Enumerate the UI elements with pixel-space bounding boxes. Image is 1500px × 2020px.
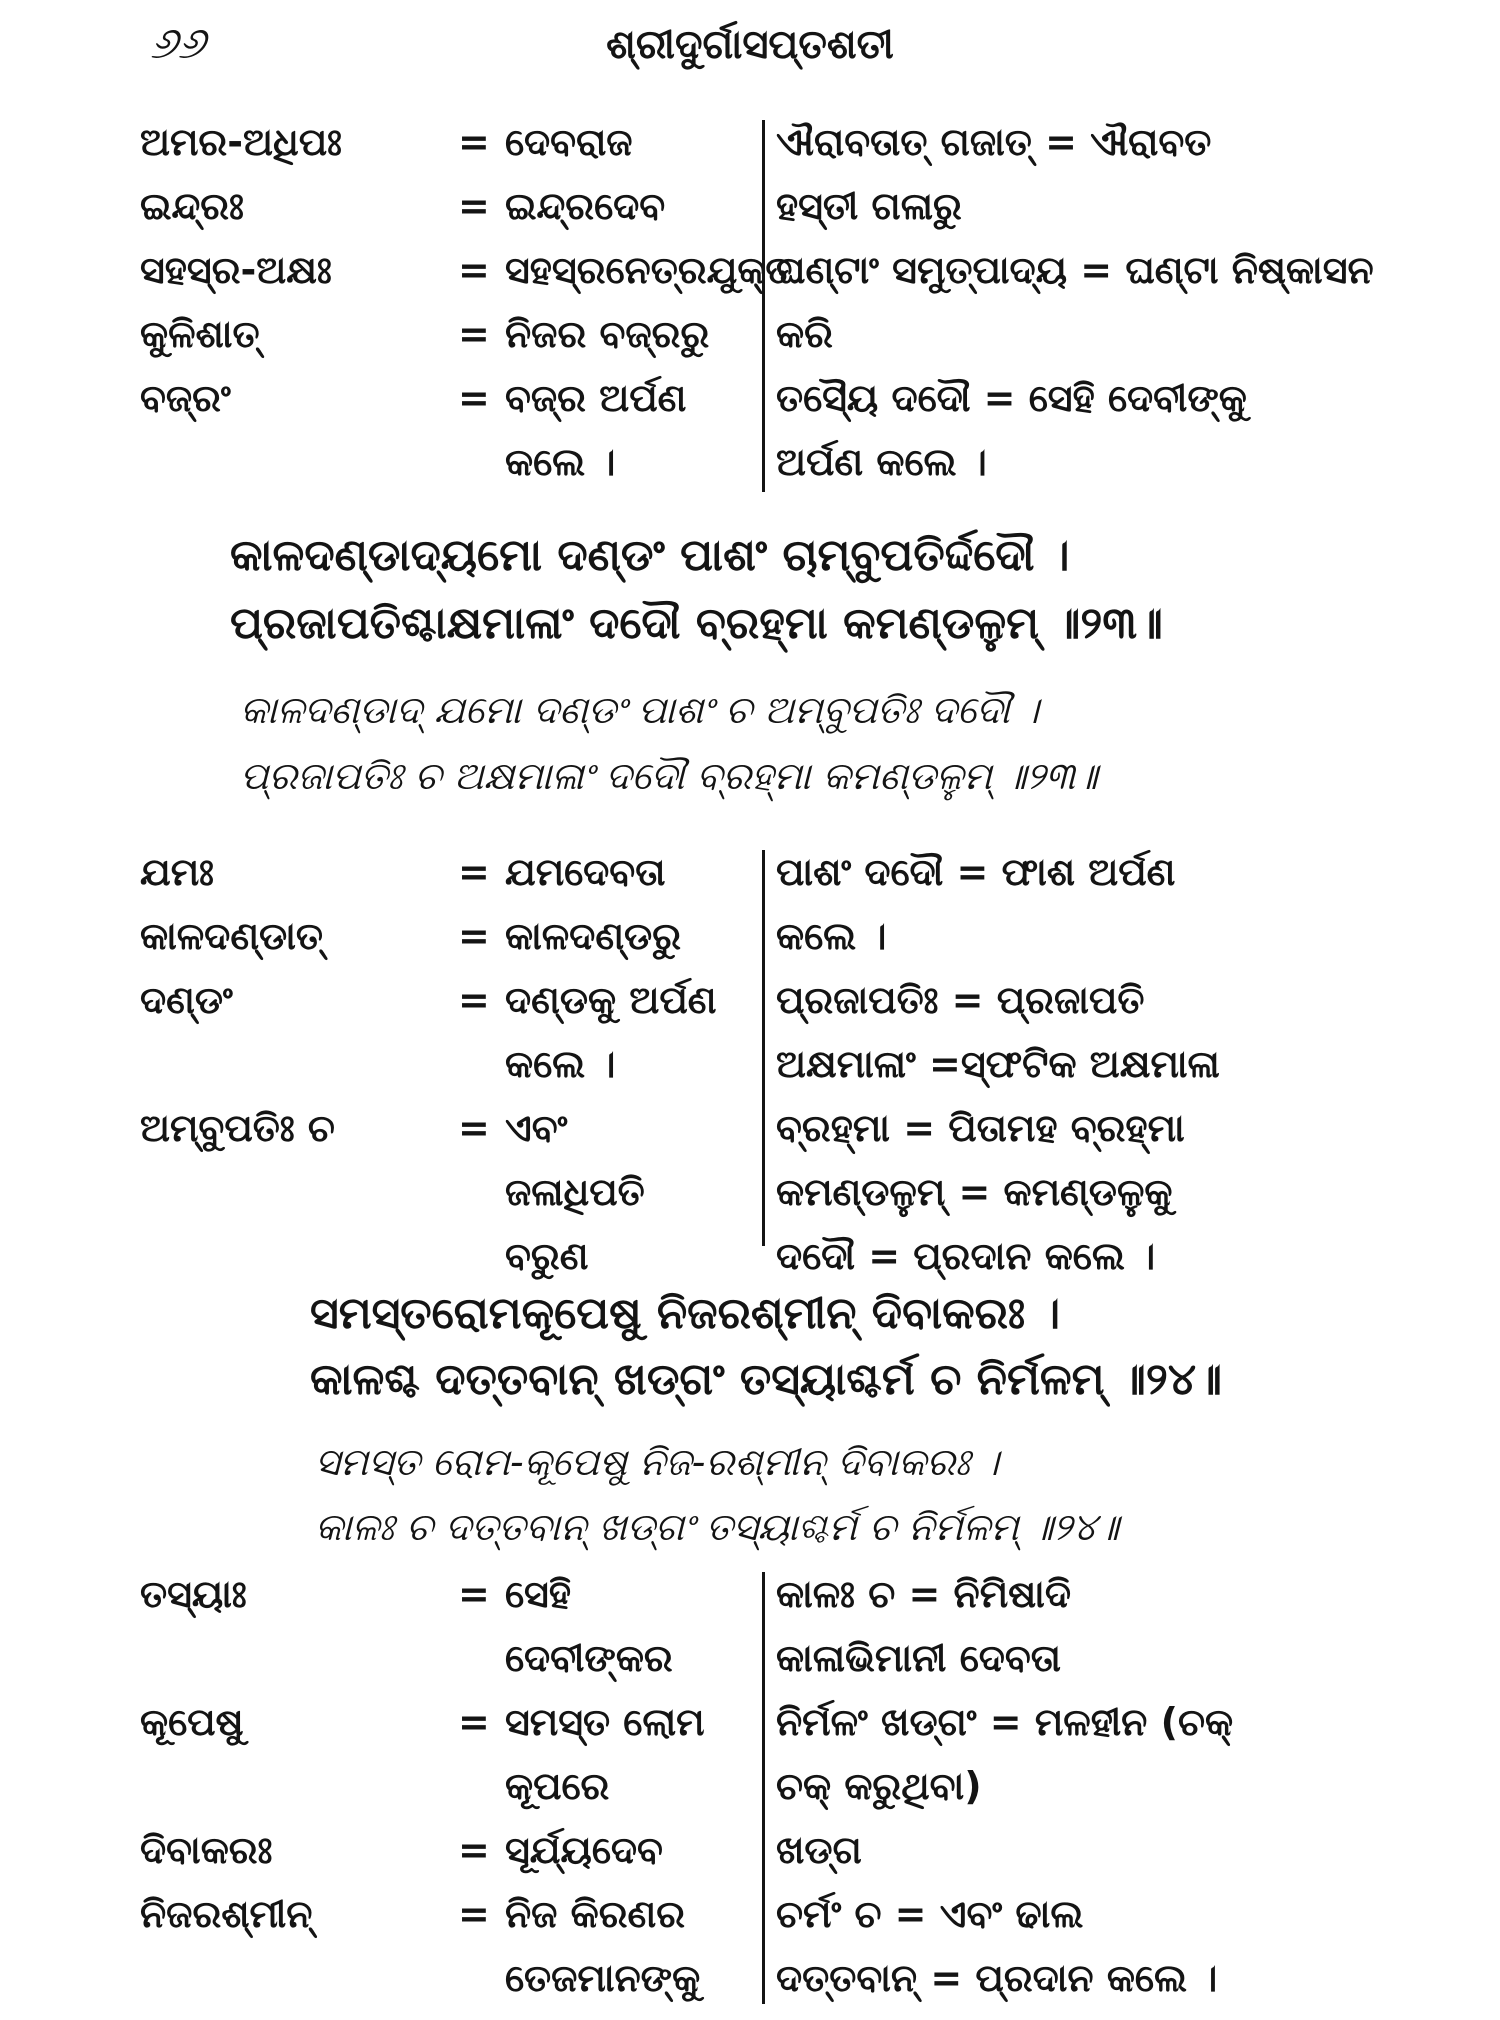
glossary-row — [140, 1956, 1400, 2020]
glossary-right-entry: ଚକ୍ କରୁଥିବା) — [776, 1764, 982, 1808]
glossary-equals: = — [458, 1572, 490, 1616]
glossary-term: ଯମଃ — [140, 850, 214, 894]
glossary-right-entry: କାଳାଭିମାନୀ ଦେବତା — [776, 1636, 1062, 1680]
glossary-equals: = — [458, 248, 490, 292]
glossary-equals: = — [458, 376, 490, 420]
glossary-right-entry: ପାଶଂ ଦଦୌ = ଫାଶ ଅର୍ପଣ — [776, 850, 1176, 894]
glossary-section-3 — [140, 1572, 1400, 2020]
glossary-row — [140, 120, 1400, 184]
glossary-equals: = — [458, 120, 490, 164]
page-number: ୬୬ — [150, 18, 206, 69]
glossary-meaning: କଲେ । — [505, 1042, 616, 1086]
glossary-right-entry: କରି — [776, 312, 833, 356]
glossary-term: କୂପେଷୁ — [140, 1700, 244, 1744]
glossary-row — [140, 312, 1400, 376]
verse-24-line-1: ସମସ୍ତରୋମକୂପେଷୁ ନିଜରଶ୍ମୀନ୍ ଦିବାକରଃ । — [310, 1288, 1061, 1339]
glossary-meaning: ନିଜ କିରଣର — [505, 1892, 686, 1936]
glossary-row — [140, 440, 1400, 504]
glossary-term: ସହସ୍ର-ଅକ୍ଷଃ — [140, 248, 332, 292]
glossary-row — [140, 376, 1400, 440]
glossary-row — [140, 248, 1400, 312]
glossary-meaning: ଜଳାଧିପତି — [505, 1170, 645, 1214]
glossary-equals: = — [458, 1700, 490, 1744]
glossary-meaning: ସହସ୍ରନେତ୍ରଯୁକ୍ତ — [505, 248, 793, 292]
glossary-right-entry: କଲେ । — [776, 914, 887, 958]
glossary-right-entry: ଘଣ୍ଟାଂ ସମୁତ୍ପାଦ୍ୟ = ଘଣ୍ଟା ନିଷ୍କାସନ — [776, 248, 1374, 292]
glossary-equals: = — [458, 1828, 490, 1872]
glossary-right-entry: ଚର୍ମଂ ଚ = ଏବଂ ଢାଲ — [776, 1892, 1084, 1936]
glossary-term: ଦଣ୍ଡଂ — [140, 978, 233, 1022]
glossary-right-entry: ବ୍ରହ୍ମା = ପିତାମହ ବ୍ରହ୍ମା — [776, 1106, 1185, 1150]
glossary-term: ତସ୍ୟାଃ — [140, 1572, 247, 1616]
glossary-meaning: ସେହି — [505, 1572, 571, 1616]
glossary-term: ଅମ୍ବୁପତିଃ ଚ — [140, 1106, 335, 1150]
glossary-right-entry: କାଳଃ ଚ = ନିମିଷାଦି — [776, 1572, 1071, 1616]
page-title: ଶ୍ରୀଦୁର୍ଗାସପ୍ତଶତୀ — [606, 22, 894, 68]
glossary-term: ବଜ୍ରଂ — [140, 376, 231, 420]
verse-24-line-2: କାଳଶ୍ଚ ଦତ୍ତବାନ୍ ଖଡ୍ଗଂ ତସ୍ୟାଶ୍ଚର୍ମ ଚ ନିର୍ମଳମ୍ ॥୨୪॥ — [310, 1354, 1223, 1405]
glossary-equals: = — [458, 1892, 490, 1936]
glossary-equals: = — [458, 914, 490, 958]
glossary-right-entry: ଦଦୌ = ପ୍ରଦାନ କଲେ । — [776, 1234, 1156, 1278]
glossary-meaning: ତେଜମାନଙ୍କୁ — [505, 1956, 701, 2000]
glossary-meaning: ଯମଦେବତା — [505, 850, 666, 894]
glossary-right-entry: କମଣ୍ଡଳୁମ୍ = କମଣ୍ଡଳୁକୁ — [776, 1170, 1173, 1214]
glossary-meaning: ଇନ୍ଦ୍ରଦେବ — [505, 184, 666, 228]
glossary-equals: = — [458, 184, 490, 228]
glossary-meaning: ଏବଂ — [505, 1106, 568, 1150]
glossary-right-entry: ତସ୍ୟୈ ଦଦୌ = ସେହି ଦେବୀଙ୍କୁ — [776, 376, 1247, 420]
glossary-term: ଅମର-ଅଧିପଃ — [140, 120, 342, 164]
glossary-meaning: ଦେବୀଙ୍କର — [505, 1636, 673, 1680]
glossary-row — [140, 1106, 1400, 1170]
glossary-right-entry: ପ୍ରଜାପତିଃ = ପ୍ରଜାପତି — [776, 978, 1145, 1022]
verse-23-line-2: ପ୍ରଜାପତିଶ୍ଚାକ୍ଷମାଳାଂ ଦଦୌ ବ୍ରହ୍ମା କମଣ୍ଡଳୁମ୍ ॥୨୩॥ — [230, 598, 1163, 649]
glossary-row — [140, 1170, 1400, 1234]
glossary-right-entry: ହସ୍ତୀ ଗଳାରୁ — [776, 184, 962, 228]
glossary-row — [140, 850, 1400, 914]
glossary-right-entry: ନିର୍ମଳଂ ଖଡ୍ଗଂ = ମଳହୀନ (ଚକ୍ — [776, 1700, 1234, 1744]
glossary-meaning: କଲେ । — [505, 440, 616, 484]
glossary-row — [140, 1572, 1400, 1636]
glossary-right-entry: ଅର୍ପଣ କଲେ । — [776, 440, 987, 484]
glossary-row — [140, 1828, 1400, 1892]
transliteration-23-line-2: ପ୍ରଜାପତିଃ ଚ ଅକ୍ଷମାଳାଂ ଦଦୌ ବ୍ରହ୍ମା କମଣ୍ଡଳୁମ୍ ॥୨୩॥ — [240, 754, 1098, 798]
verse-23-line-1: କାଳଦଣ୍ଡାଦ୍ୟମୋ ଦଣ୍ଡଂ ପାଶଂ ଚାମ୍ବୁପତିର୍ଦ୍ଦଦୌ । — [230, 530, 1070, 581]
glossary-term: ଇନ୍ଦ୍ରଃ — [140, 184, 244, 228]
glossary-meaning: କାଳଦଣ୍ଡରୁ — [505, 914, 682, 958]
glossary-section-1 — [140, 120, 1400, 504]
glossary-right-entry: ଦତ୍ତବାନ୍ = ପ୍ରଦାନ କଲେ । — [776, 1956, 1218, 2000]
glossary-row — [140, 914, 1400, 978]
glossary-equals: = — [458, 1106, 490, 1150]
glossary-row — [140, 1700, 1400, 1764]
glossary-row — [140, 1892, 1400, 1956]
glossary-right-entry: ଅକ୍ଷମାଳାଂ =ସ୍ଫଟିକ ଅକ୍ଷମାଳା — [776, 1042, 1220, 1086]
glossary-right-entry: ଖଡ୍ଗ — [776, 1828, 862, 1872]
glossary-meaning: ବରୁଣ — [505, 1234, 589, 1278]
glossary-row — [140, 1042, 1400, 1106]
glossary-term: କୁଳିଶାତ୍ — [140, 312, 260, 356]
glossary-equals: = — [458, 850, 490, 894]
glossary-row — [140, 1636, 1400, 1700]
glossary-section-2 — [140, 850, 1400, 1298]
glossary-row — [140, 1764, 1400, 1828]
glossary-row — [140, 978, 1400, 1042]
glossary-right-entry: ଐରାବତାତ୍ ଗଜାତ୍ = ଐରାବତ — [776, 120, 1212, 164]
glossary-meaning: ସୂର୍ଯ୍ୟଦେବ — [505, 1828, 663, 1872]
glossary-term: ନିଜରଶ୍ମୀନ୍ — [140, 1892, 313, 1936]
glossary-meaning: ନିଜର ବଜ୍ରରୁ — [505, 312, 710, 356]
glossary-row — [140, 184, 1400, 248]
glossary-equals: = — [458, 312, 490, 356]
glossary-meaning: ଦେବରାଜ — [505, 120, 633, 164]
transliteration-24-line-2: କାଳଃ ଚ ଦତ୍ତବାନ୍ ଖଡ୍ଗଂ ତସ୍ୟାଶ୍ଚର୍ମ ଚ ନିର୍ମଳମ୍ ॥୨୪॥ — [315, 1505, 1119, 1549]
transliteration-23-line-1: କାଳଦଣ୍ଡାଦ୍ ଯମୋ ଦଣ୍ଡଂ ପାଶଂ ଚ ଅମ୍ବୁପତିଃ ଦଦୌ । — [240, 688, 1040, 732]
glossary-meaning: କୂପରେ — [505, 1764, 610, 1808]
glossary-meaning: ବଜ୍ର ଅର୍ପଣ — [505, 376, 687, 420]
glossary-term: ଦିବାକରଃ — [140, 1828, 273, 1872]
glossary-equals: = — [458, 978, 490, 1022]
transliteration-24-line-1: ସମସ୍ତ ରୋମ-କୂପେଷୁ ନିଜ-ରଶ୍ମୀନ୍ ଦିବାକରଃ । — [315, 1440, 999, 1484]
glossary-meaning: ସମସ୍ତ ଲୋମ — [505, 1700, 705, 1744]
glossary-term: କାଳଦଣ୍ଡାତ୍ — [140, 914, 323, 958]
glossary-meaning: ଦଣ୍ଡକୁ ଅର୍ପଣ — [505, 978, 717, 1022]
